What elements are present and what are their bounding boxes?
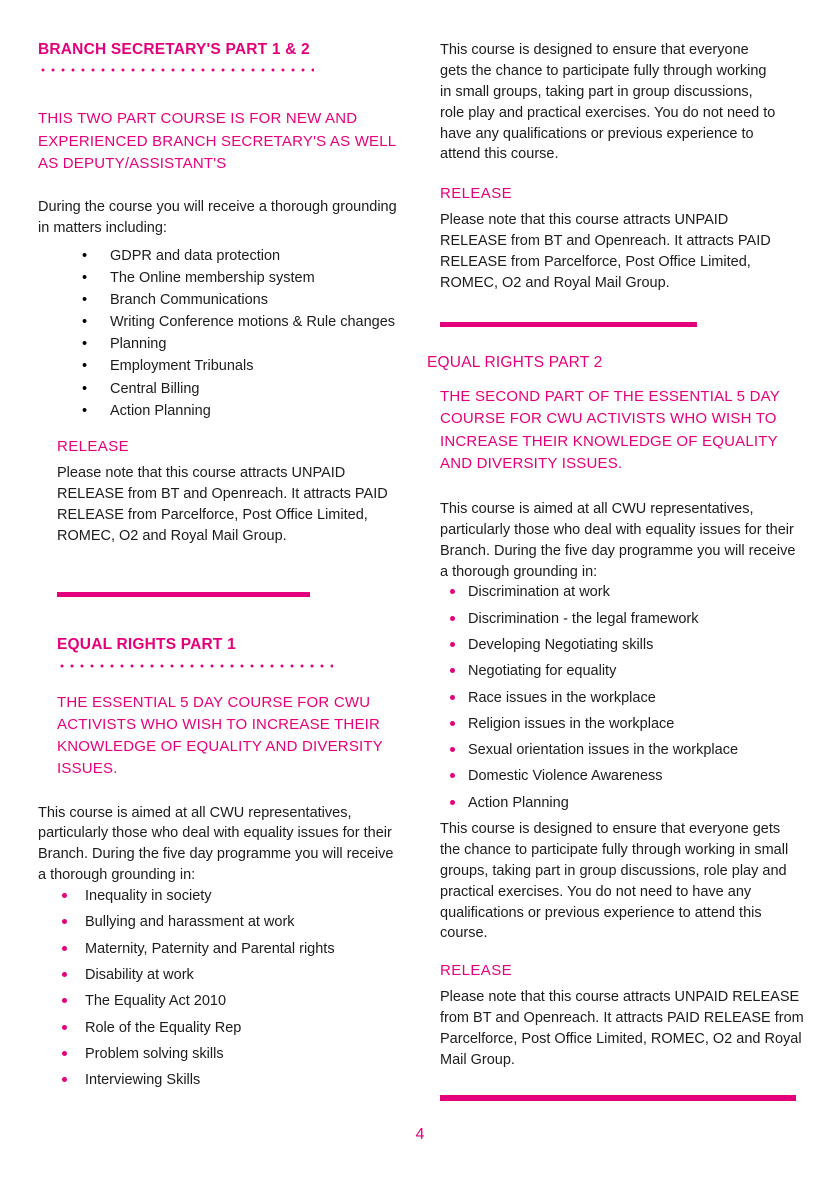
- release-text: Please note that this course attracts UNPAID RELEASE from BT and Openreach. It attracts PAID RELEASE from Parcelforce, Post Office Limited, ROMEC, O2 and Royal Mail Group.: [440, 989, 804, 1068]
- list-item: Inequality in society: [85, 886, 404, 906]
- release-section: [440, 962, 804, 1071]
- list-item: • Planning: [110, 334, 404, 355]
- course-topics-list: [440, 582, 804, 813]
- list-item: Action Planning: [468, 793, 804, 813]
- course-topics-list: [38, 246, 404, 422]
- course-intro: This course is aimed at all CWU representatives, particularly those who deal with equality issues for their Branch. During the five day programme you will receive a thorough grounding in:: [38, 804, 394, 884]
- list-item: Bullying and harassment at work: [85, 912, 404, 932]
- dotted-separator: [38, 68, 314, 72]
- list-item: Negotiating for equality: [468, 661, 804, 681]
- section-equal-rights-1-continued: [440, 40, 804, 327]
- release-text: Please note that this course attracts UNPAID RELEASE from BT and Openreach. It attracts PAID RELEASE from Parcelforce, Post Office Limited, ROMEC, O2 and Royal Mail Group.: [57, 464, 388, 544]
- list-item: • GDPR and data protection: [110, 246, 404, 267]
- section-title: BRANCH SECRETARY'S PART 1 & 2: [38, 41, 310, 58]
- list-item: • Action Planning: [110, 401, 404, 422]
- section-equal-rights-2: [427, 353, 804, 1101]
- list-item: Role of the Equality Rep: [85, 1018, 404, 1038]
- list-item: Domestic Violence Awareness: [468, 766, 804, 786]
- list-item: Disability at work: [85, 965, 404, 985]
- participation-text: This course is designed to ensure that everyone gets the chance to participate fully through working in small groups, taking part in group discussions, role play and practical exercises. You do not need to have any qualifications or previous experience to attend this course.: [440, 42, 776, 163]
- list-item: Sexual orientation issues in the workplace: [468, 740, 804, 760]
- section-subtitle: THE SECOND PART OF THE ESSENTIAL 5 DAY COURSE FOR CWU ACTIVISTS WHO WISH TO INCREASE THEIR KNOWLEDGE OF EQUALITY AND DIVERSITY ISSUES.: [440, 388, 780, 472]
- release-heading: RELEASE: [440, 962, 512, 980]
- two-column-layout: [38, 40, 804, 1101]
- release-section: [57, 438, 404, 547]
- list-item: The Equality Act 2010: [85, 991, 404, 1011]
- course-intro: This course is aimed at all CWU representatives, particularly those who deal with equality issues for their Branch. During the five day programme you will receive a thorough grounding in:: [440, 500, 796, 580]
- list-item: • Writing Conference motions & Rule changes: [110, 312, 404, 333]
- release-heading: RELEASE: [57, 437, 129, 455]
- section-divider-bar: [440, 1095, 796, 1101]
- list-item: Developing Negotiating skills: [468, 635, 804, 655]
- list-item: Discrimination at work: [468, 582, 804, 602]
- section-title: EQUAL RIGHTS PART 1: [57, 636, 236, 654]
- list-item: • Employment Tribunals: [110, 356, 404, 377]
- list-item: • Central Billing: [110, 379, 404, 400]
- list-item: Maternity, Paternity and Parental rights: [85, 939, 404, 959]
- list-item: Interviewing Skills: [85, 1070, 404, 1090]
- section-divider-bar: [57, 592, 310, 597]
- section-subtitle: THE ESSENTIAL 5 DAY COURSE FOR CWU ACTIVISTS WHO WISH TO INCREASE THEIR KNOWLEDGE OF EQUALITY AND DIVERSITY ISSUES.: [57, 693, 383, 778]
- list-item: Race issues in the workplace: [468, 688, 804, 708]
- list-item: • The Online membership system: [110, 268, 404, 289]
- section-title: EQUAL RIGHTS PART 2: [427, 353, 603, 371]
- left-column: [38, 40, 404, 1101]
- course-topics-list: [38, 886, 404, 1090]
- list-item: • Branch Communications: [110, 290, 404, 311]
- section-divider-bar: [440, 322, 697, 327]
- release-heading: RELEASE: [440, 185, 512, 203]
- dotted-separator: [57, 664, 333, 668]
- right-column: [427, 40, 804, 1101]
- section-equal-rights-1: [38, 635, 404, 1090]
- page-number: 4: [415, 1126, 425, 1143]
- section-branch-secretary: [38, 40, 404, 597]
- release-section: [440, 185, 804, 294]
- list-item: Religion issues in the workplace: [468, 714, 804, 734]
- release-text: Please note that this course attracts UNPAID RELEASE from BT and Openreach. It attracts PAID RELEASE from Parcelforce, Post Office Limited, ROMEC, O2 and Royal Mail Group.: [440, 212, 771, 291]
- section-heading-group: [57, 635, 404, 780]
- list-item: Discrimination - the legal framework: [468, 609, 804, 629]
- course-intro: During the course you will receive a thorough grounding in matters including:: [38, 198, 397, 236]
- list-item: Problem solving skills: [85, 1044, 404, 1064]
- participation-text: This course is designed to ensure that everyone gets the chance to participate fully through working in small groups, taking part in group discussions, role play and practical exercises. You do not need to have any qualifications or previous experience to attend this course.: [440, 821, 789, 942]
- section-subtitle: THIS TWO PART COURSE IS FOR NEW AND EXPERIENCED BRANCH SECRETARY'S AS WELL AS DEPUTY/ASSISTANT'S: [38, 110, 396, 172]
